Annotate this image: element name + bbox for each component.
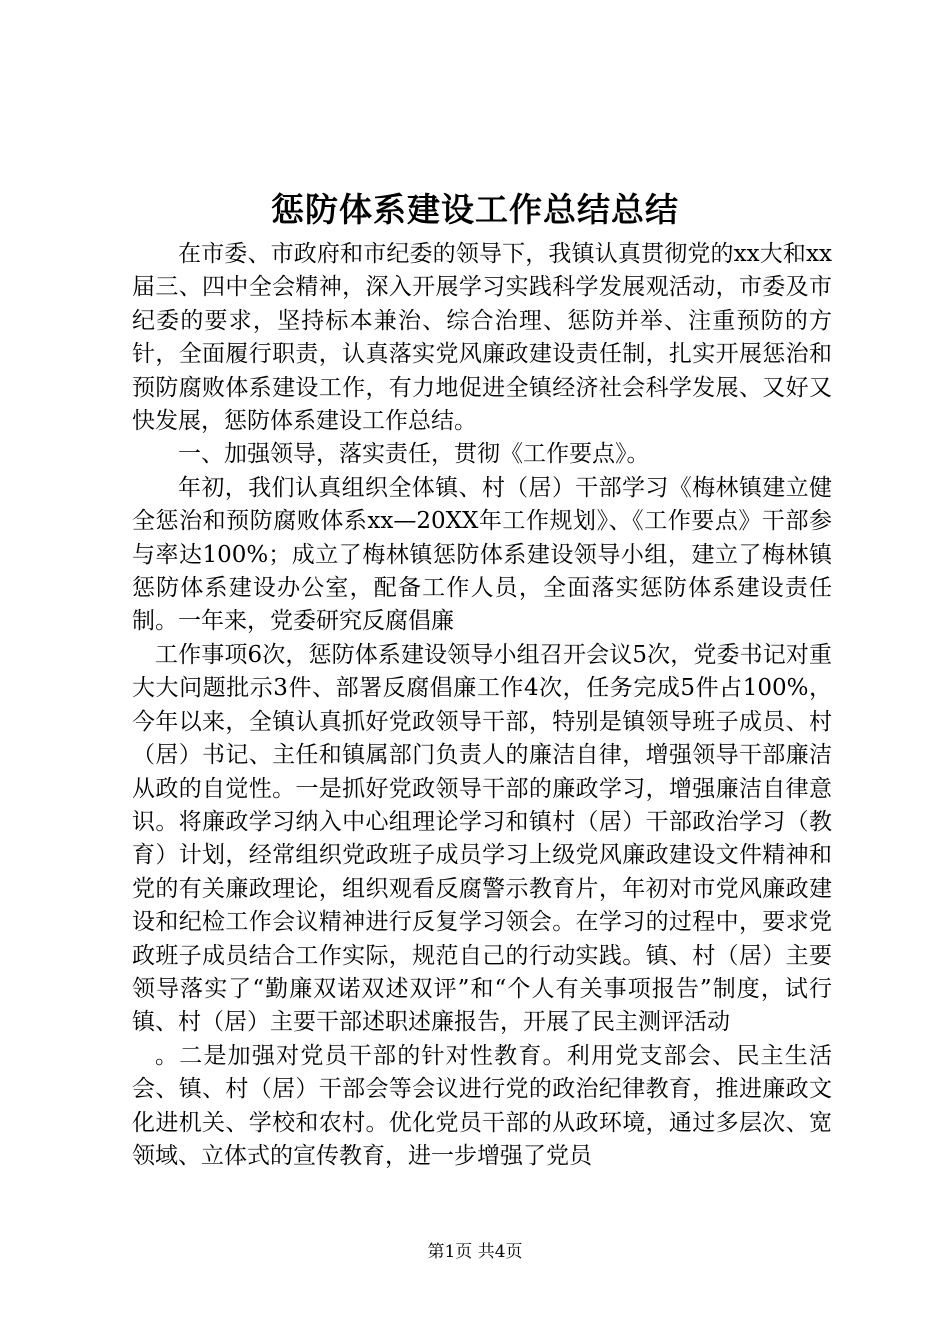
paragraph-second-point: 。二是加强对党员干部的针对性教育。利用党支部会、民主生活会、镇、村（居）干部会等会议进行党的政治纪律教育，推进廉政文化进机关、学校和农村。优化党员干部的从政环境，通过多层次、宽领域、立体式的宣传教育，进一步增强了党员 <box>132 1042 832 1169</box>
paragraph-section-heading: 一、加强领导，落实责任，贯彻《工作要点》。 <box>178 441 650 468</box>
paragraph-intro: 在市委、市政府和市纪委的领导下，我镇认真贯彻党的xx大和xx届三、四中全会精神，深入开展学习实践科学发展观活动，市委及市纪委的要求，坚持标本兼治、综合治理、惩防并举、注重预防的方针，全面履行职责，认真落实党风廉政建设责任制，扎实开展惩治和预防腐败体系建设工作，有力地促进全镇经济社会科学发展、又好又快发展，惩防体系建设工作总结。 <box>132 241 832 435</box>
page-number: 第1页 共4页 <box>427 1242 523 1262</box>
paragraph-early-year: 年初，我们认真组织全体镇、村（居）干部学习《梅林镇建立健全惩治和预防腐败体系xx—20XX年工作规划》、《工作要点》干部参与率达100%；成立了梅林镇惩防体系建设领导小组，建立了梅林镇惩防体系建设办公室，配备工作人员，全面落实惩防体系建设责任制。一年来，党委研究反腐倡廉 <box>132 474 832 635</box>
document-body <box>132 238 832 1173</box>
paragraph-work-items: 工作事项6次，惩防体系建设领导小组召开会议5次，党委书记对重大大问题批示3件、部署反腐倡廉工作4次，任务完成5件占100%，今年以来，全镇认真抓好党政领导干部，特别是镇领导班子成员、村（居）书记、主任和镇属部门负责人的廉洁自律，增强领导干部廉洁从政的自觉性。一是抓好党政领导干部的廉政学习，增强廉洁自律意识。将廉政学习纳入中心组理论学习和镇村（居）干部政治学习（教育）计划，经常组织党政班子成员学习上级党风廉政建设文件精神和党的有关廉政理论，组织观看反腐警示教育片，年初对市党风廉政建设和纪检工作会议精神进行反复学习领会。在学习的过程中，要求党政班子成员结合工作实际，规范自己的行动实践。镇、村（居）主要领导落实了“勤廉双诺双述双评”和“个人有关事项报告”制度，试行镇、村（居）主要干部述职述廉报告，开展了民主测评活动 <box>132 641 832 1036</box>
document-title: 惩防体系建设工作总结总结 <box>271 190 679 229</box>
